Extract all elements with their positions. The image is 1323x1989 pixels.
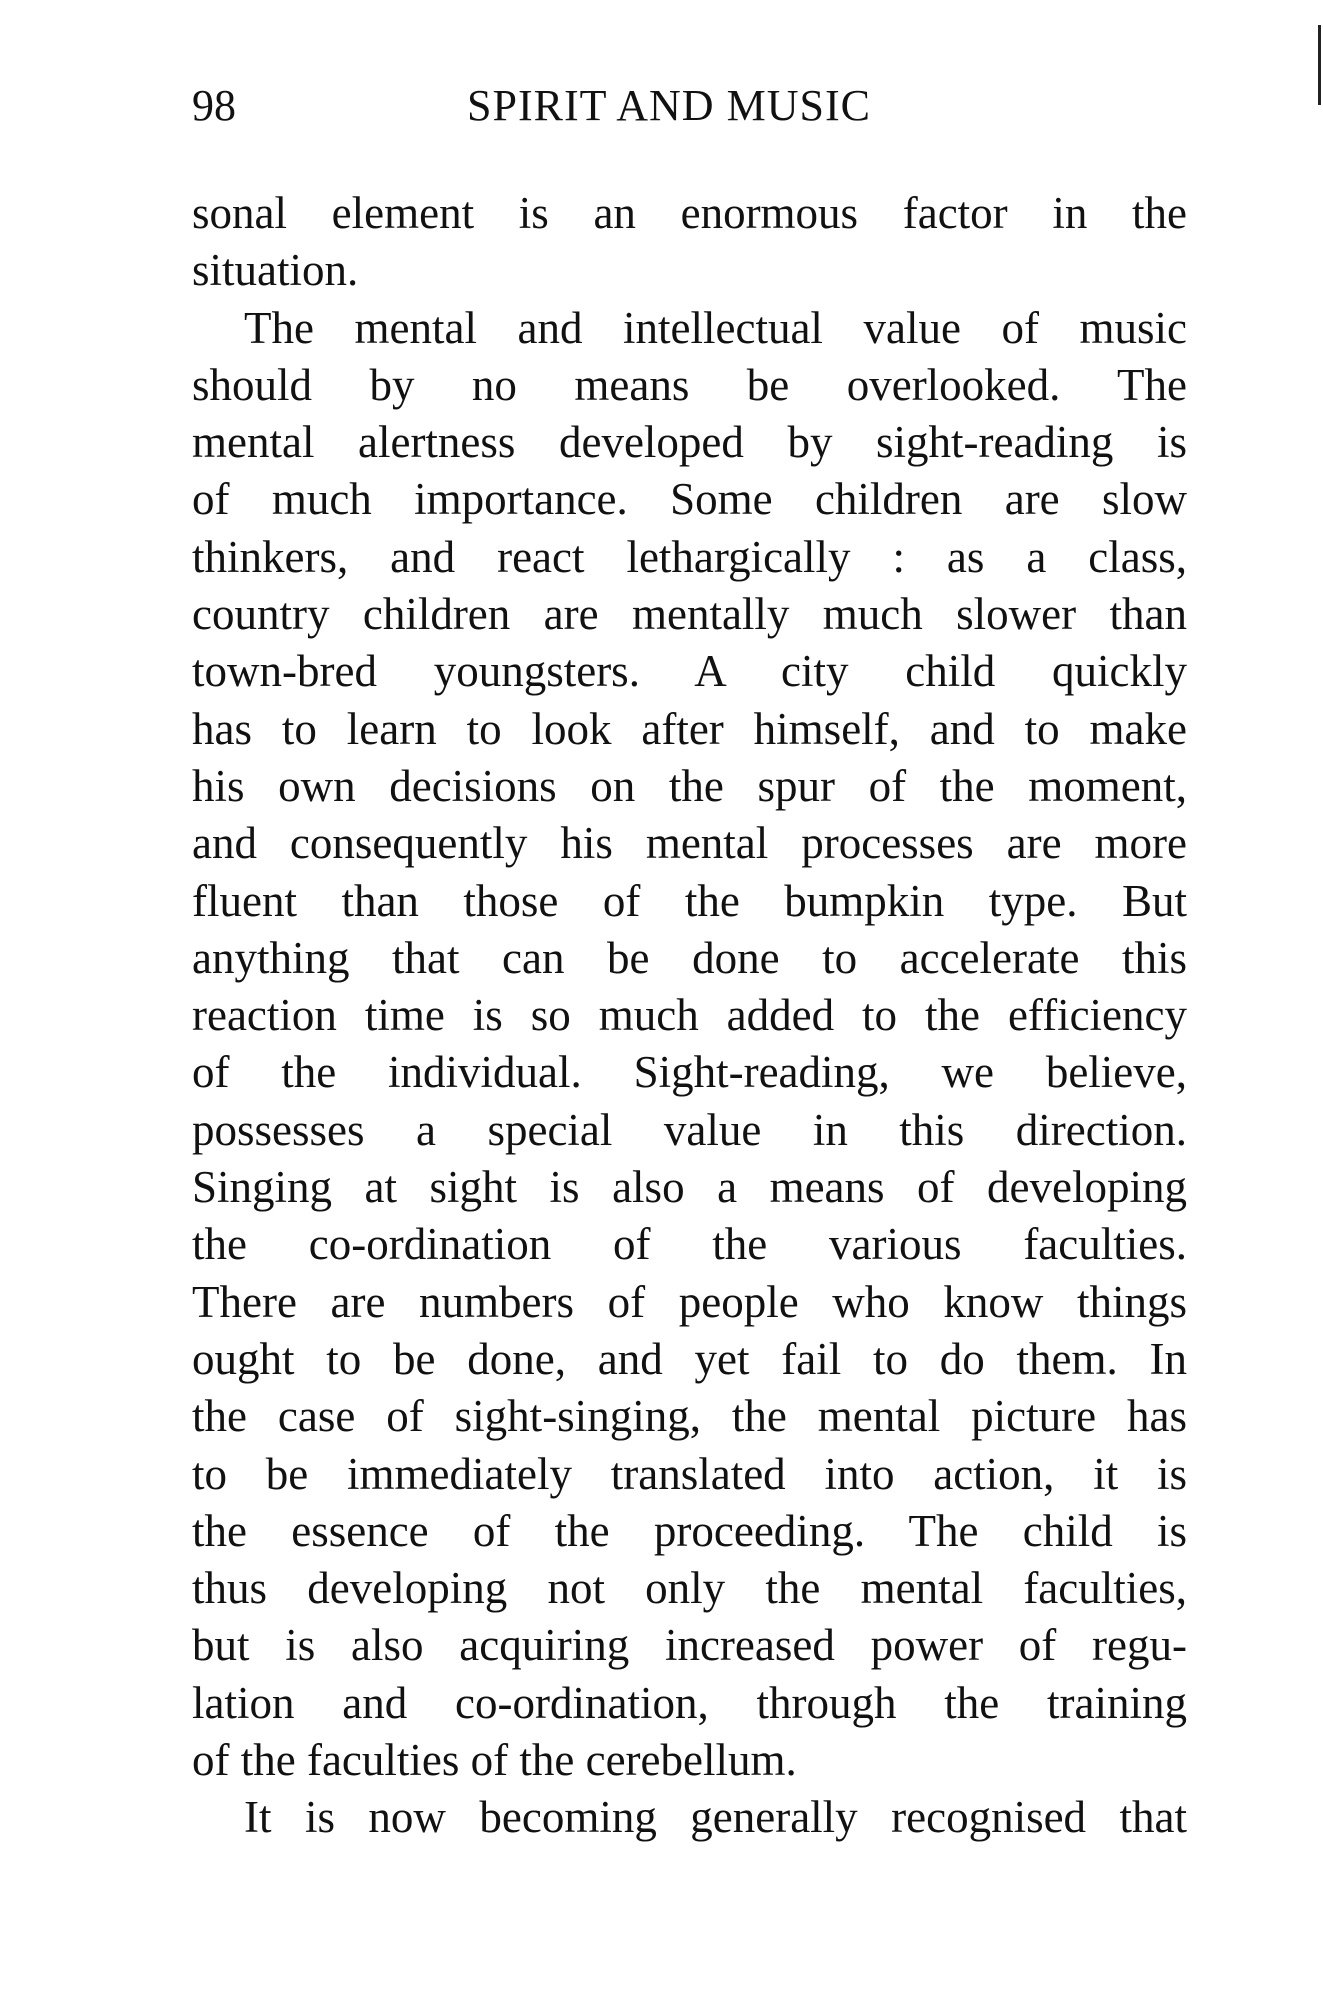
text-line: sonal element is an enormous factor in the — [192, 188, 1187, 238]
text-line: lation and co-ordination, through the training — [192, 1677, 1187, 1728]
text-line: It is now becoming generally recognised that — [244, 1792, 1187, 1843]
text-line: his own decisions on the spur of the moment, — [192, 760, 1187, 811]
text-line: There are numbers of people who know things — [192, 1276, 1187, 1327]
text-line: reaction time is so much added to the efficiency — [192, 990, 1187, 1041]
text-line: of the individual. Sight-reading, we believe, — [192, 1047, 1187, 1098]
text-line: The mental and intellectual value of music — [244, 302, 1187, 353]
text-line: situation. — [192, 245, 359, 296]
text-line: possesses a special value in this direction. — [192, 1104, 1187, 1155]
page-number: 98 — [192, 81, 236, 130]
text-line: of much importance. Some children are slow — [192, 474, 1187, 525]
running-title: SPIRIT AND MUSIC — [467, 81, 871, 130]
text-line: mental alertness developed by sight-reading is — [192, 417, 1187, 468]
text-line: and consequently his mental processes are more — [192, 818, 1187, 869]
text-line: anything that can be done to accelerate this — [192, 932, 1187, 983]
text-line: has to learn to look after himself, and to make — [192, 703, 1187, 754]
text-line: to be immediately translated into action, it is — [192, 1448, 1187, 1499]
text-line: of the faculties of the cerebellum. — [192, 1735, 797, 1786]
running-header — [192, 80, 1187, 140]
text-line: the co-ordination of the various faculties. — [192, 1219, 1187, 1270]
text-line: town-bred youngsters. A city child quickly — [192, 646, 1187, 697]
text-line: should by no means be overlooked. The — [192, 359, 1187, 410]
text-line: country children are mentally much slower than — [192, 589, 1187, 640]
text-line: the essence of the proceeding. The child is — [192, 1505, 1187, 1556]
page-body-text — [192, 185, 1187, 1847]
text-line: Singing at sight is also a means of developing — [192, 1162, 1187, 1213]
text-line: ought to be done, and yet fail to do them. In — [192, 1333, 1187, 1384]
text-line: the case of sight-singing, the mental picture has — [192, 1391, 1187, 1442]
text-line: thus developing not only the mental faculties, — [192, 1563, 1187, 1614]
text-line: but is also acquiring increased power of regu- — [192, 1620, 1187, 1671]
page-edge-mark — [1318, 25, 1321, 105]
text-line: fluent than those of the bumpkin type. But — [192, 875, 1187, 926]
text-line: thinkers, and react lethargically : as a class, — [192, 531, 1187, 582]
